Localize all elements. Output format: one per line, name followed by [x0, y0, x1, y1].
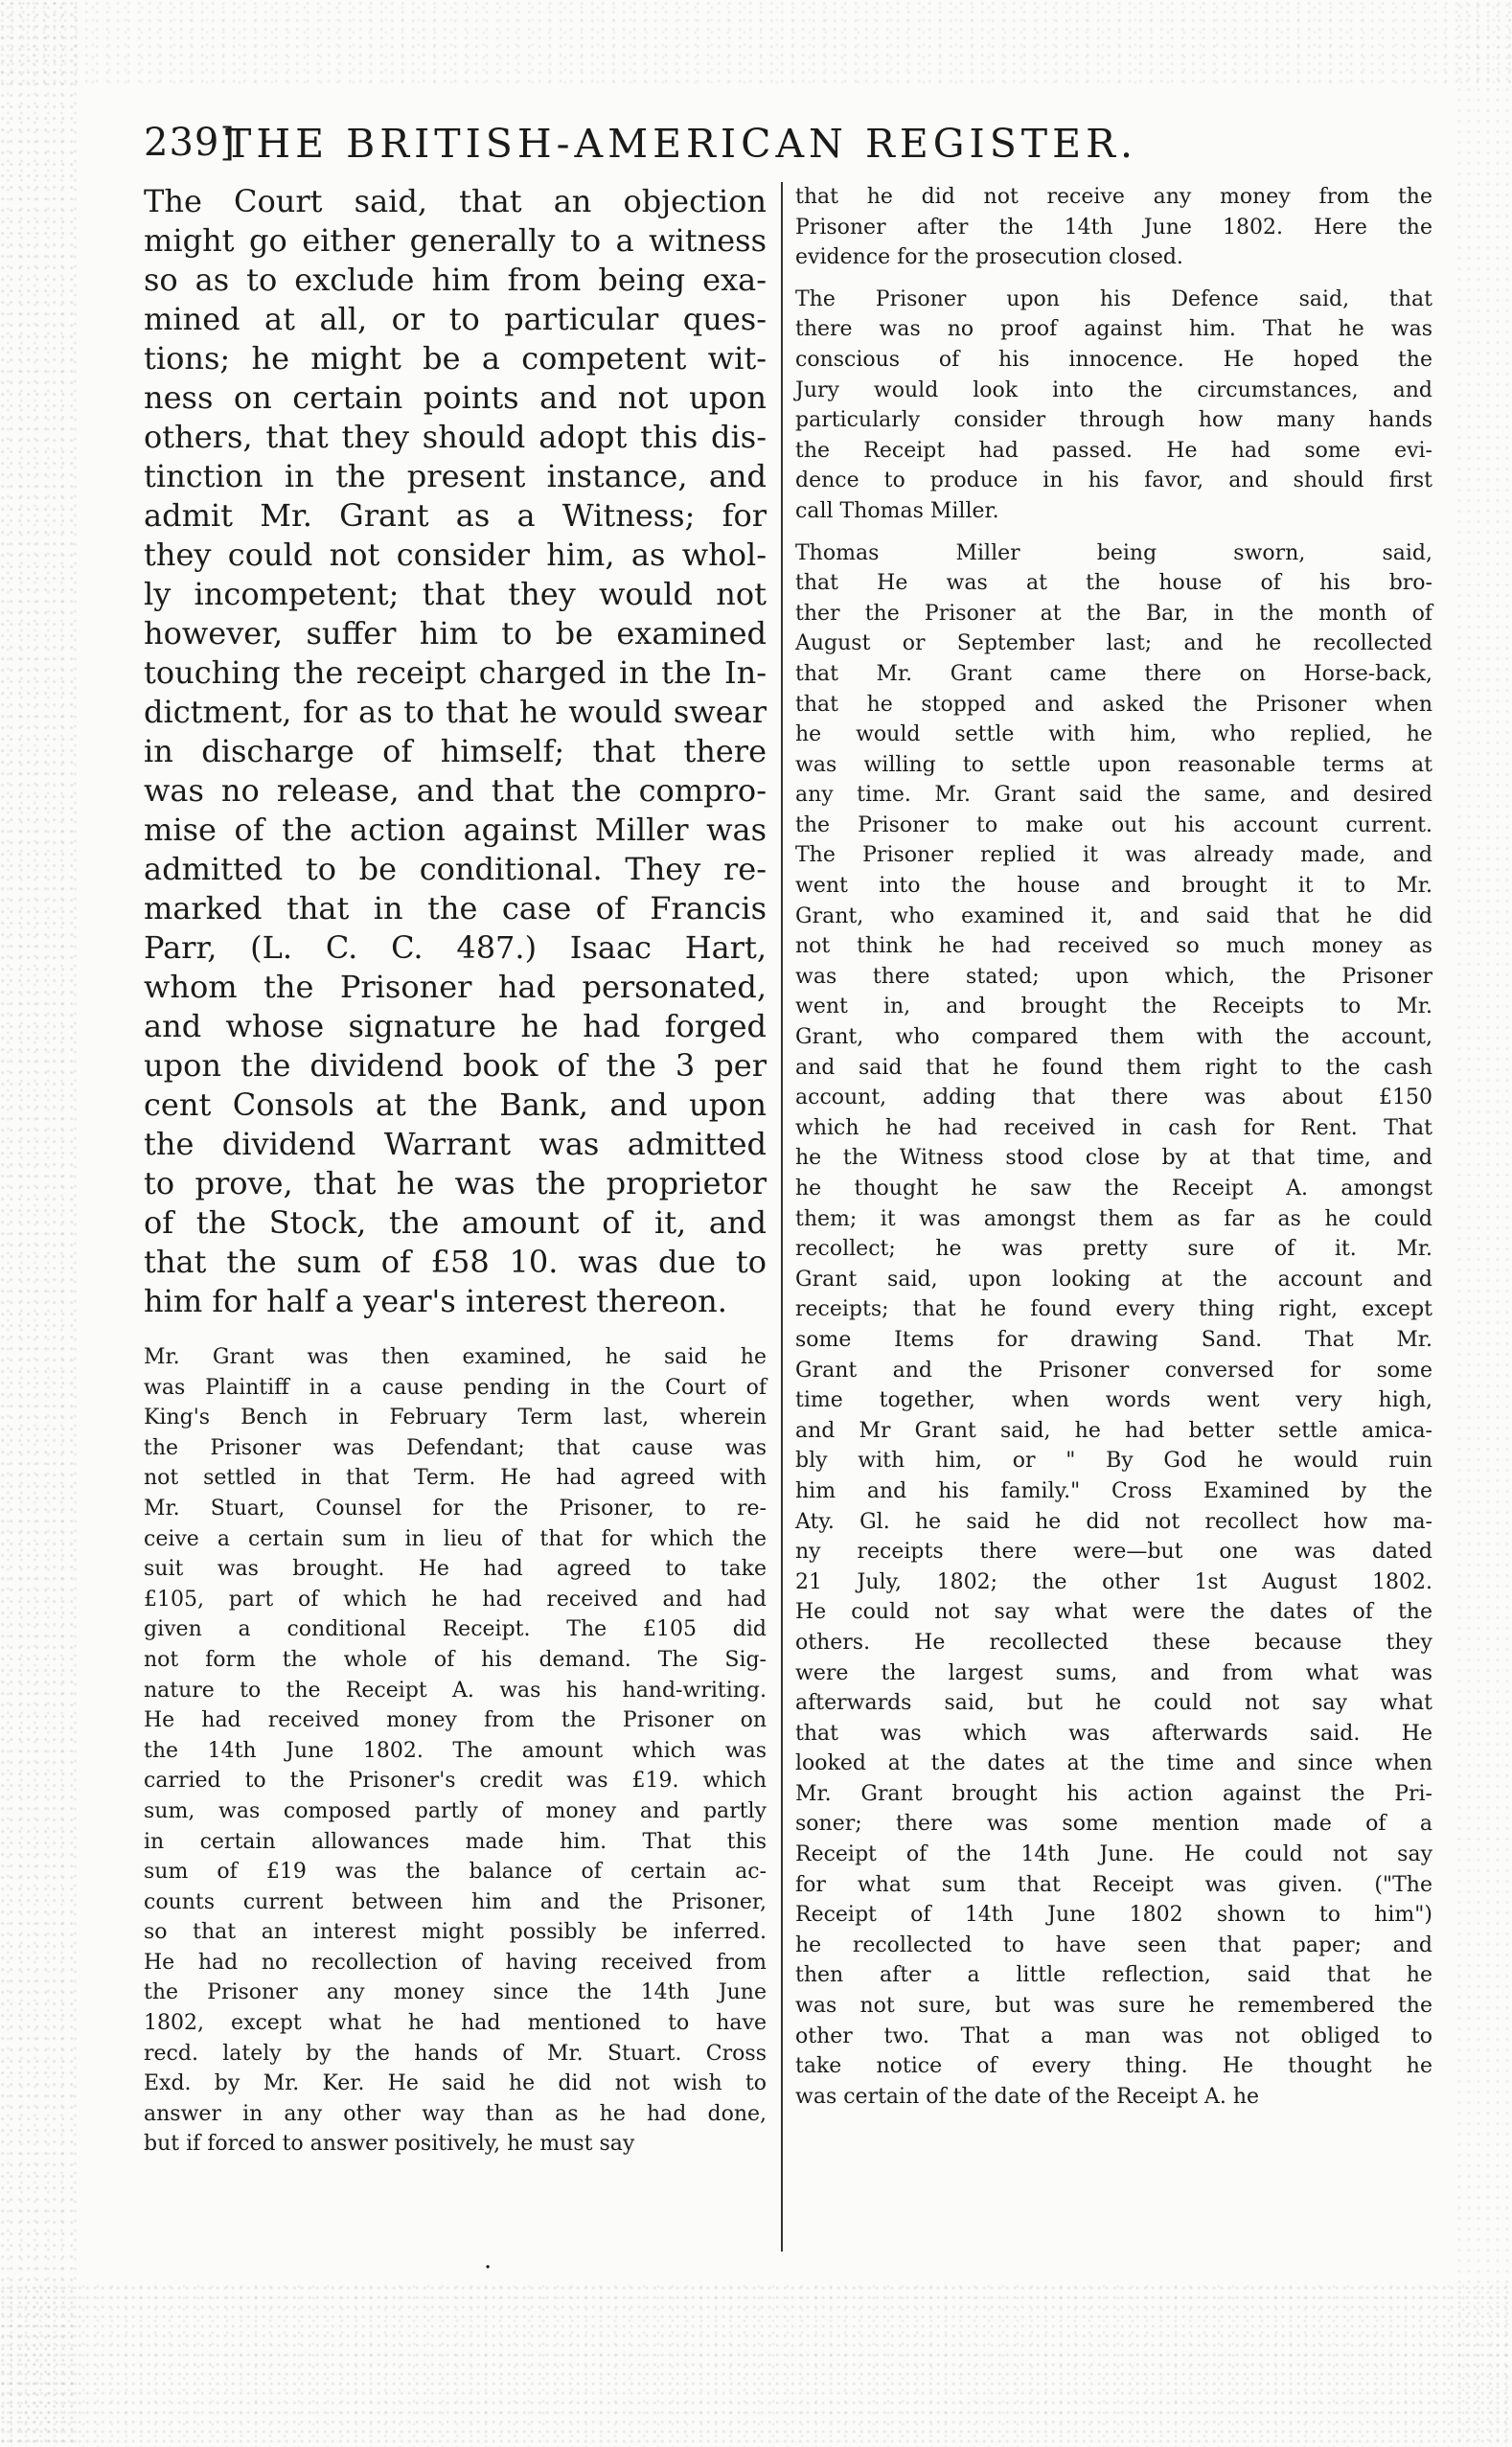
text-line: of the Stock, the amount of it, and: [144, 1204, 767, 1241]
text-line: which he had received in cash for Rent. That: [795, 1115, 1432, 1140]
text-line: upon the dividend book of the 3 per: [144, 1047, 767, 1084]
text-line: He had no recollection of having received from: [144, 1950, 767, 1975]
text-line: they could not consider him, as whol-: [144, 537, 767, 573]
page-edge-speckle-right: [1455, 0, 1512, 2447]
text-line: then after a little reflection, said that he: [795, 1963, 1432, 1988]
right-column: [795, 182, 1432, 2112]
text-line: that he did not receive any money from the: [795, 185, 1432, 209]
text-line: evidence for the prosecution closed.: [795, 245, 1183, 270]
text-line: recd. lately by the hands of Mr. Stuart. Cross: [144, 2041, 767, 2066]
text-line: he the Witness stood close by at that time, and: [795, 1146, 1432, 1171]
text-line: counts current between him and the Prisoner,: [144, 1889, 767, 1914]
text-line: Exd. by Mr. Ker. He said he did not wish to: [144, 2071, 767, 2096]
text-line: some Items for drawing Sand. That Mr.: [795, 1327, 1432, 1352]
text-line: Grant, who compared them with the account,: [795, 1025, 1432, 1050]
page-edge-speckle-bottom: [0, 2284, 1512, 2447]
text-line: ly incompetent; that they would not: [144, 576, 767, 612]
text-line: other two. That a man was not obliged to: [795, 2024, 1432, 2048]
page-edge-speckle-top: [0, 0, 1512, 86]
text-line: looked at the dates at the time and since when: [795, 1751, 1432, 1776]
text-line: account, adding that there was about £150: [795, 1086, 1432, 1110]
text-line: ness on certain points and not upon: [144, 379, 767, 416]
text-line: £105, part of which he had received and had: [144, 1587, 767, 1612]
text-line: might go either generally to a witness: [144, 222, 767, 259]
text-line: sum of £19 was the balance of certain ac-: [144, 1860, 767, 1885]
text-line: was there stated; upon which, the Prisoner: [795, 964, 1432, 989]
text-line: the dividend Warrant was admitted: [144, 1126, 767, 1162]
text-line: mined at all, or to particular ques-: [144, 301, 767, 337]
text-line: ceive a certain sum in lieu of that for which the: [144, 1526, 767, 1551]
text-line: whom the Prisoner had personated,: [144, 969, 767, 1005]
text-line: time together, when words went very high,: [795, 1388, 1432, 1413]
text-line: that Mr. Grant came there on Horse-back,: [795, 661, 1432, 686]
text-line: soner; there was some mention made of a: [795, 1812, 1432, 1837]
text-line: not settled in that Term. He had agreed with: [144, 1466, 767, 1491]
text-line: that the sum of £58 10. was due to: [144, 1244, 767, 1280]
text-line: Receipt of 14th June 1802 shown to him"): [795, 1903, 1432, 1928]
text-line: he would settle with him, who replied, he: [795, 722, 1432, 747]
column-divider: [781, 182, 783, 2252]
text-line: suit was brought. He had agreed to take: [144, 1557, 767, 1582]
court-ruling-paragraph: [144, 182, 767, 1321]
text-line: bly with him, or " By God he would ruin: [795, 1449, 1432, 1474]
text-line: however, suffer him to be examined: [144, 615, 767, 652]
text-line: mise of the action against Miller was: [144, 812, 767, 848]
text-line: there was no proof against him. That he was: [795, 317, 1432, 342]
text-line: and whose signature he had forged: [144, 1008, 767, 1044]
text-line: him and his family." Cross Examined by the: [795, 1478, 1432, 1503]
text-line: conscious of his innocence. He hoped the: [795, 347, 1432, 372]
text-line: the Prisoner any money since the 14th June: [144, 1980, 767, 2005]
text-line: ther the Prisoner at the Bar, in the month of: [795, 601, 1432, 626]
text-line: that He was at the house of his bro-: [795, 571, 1432, 596]
text-line: nature to the Receipt A. was his hand-writing.: [144, 1678, 767, 1703]
text-line: 1802, except what he had mentioned to have: [144, 2011, 767, 2036]
text-line: answer in any other way than as he had done,: [144, 2101, 767, 2126]
text-line: admit Mr. Grant as a Witness; for: [144, 497, 767, 534]
text-line: the Prisoner to make out his account current.: [795, 812, 1432, 837]
text-line: dence to produce in his favor, and should first: [795, 469, 1432, 493]
text-line: the 14th June 1802. The amount which was: [144, 1738, 767, 1763]
text-line: that was which was afterwards said. He: [795, 1721, 1432, 1746]
text-line: take notice of every thing. He thought he: [795, 2054, 1432, 2079]
text-line: for what sum that Receipt was given. ("The: [795, 1872, 1432, 1897]
text-line: went in, and brought the Receipts to Mr.: [795, 995, 1432, 1019]
text-line: so as to exclude him from being exa-: [144, 262, 767, 298]
text-line: Aty. Gl. he said he did not recollect how ma-: [795, 1509, 1432, 1534]
text-line: but if forced to answer positively, he must say: [144, 2132, 635, 2157]
text-line: afterwards said, but he could not say what: [795, 1691, 1432, 1716]
text-line: and Mr Grant said, he had better settle amica-: [795, 1418, 1432, 1443]
text-line: was no release, and that the compro-: [144, 772, 767, 809]
text-line: tinction in the present instance, and: [144, 458, 767, 494]
text-line: tions; he might be a competent wit-: [144, 340, 767, 377]
text-line: Mr. Grant brought his action against the Pri-: [795, 1781, 1432, 1806]
text-line: was not sure, but was sure he remembered the: [795, 1994, 1432, 2019]
text-line: that he stopped and asked the Prisoner when: [795, 692, 1432, 717]
text-line: Mr. Grant was then examined, he said he: [144, 1345, 767, 1369]
prisoner-defence-paragraph: [795, 285, 1432, 527]
text-line: dictment, for as to that he would swear: [144, 694, 767, 730]
footer-mark: ·: [484, 2253, 493, 2282]
text-line: were the largest sums, and from what was: [795, 1660, 1432, 1685]
text-line: Grant said, upon looking at the account and: [795, 1267, 1432, 1292]
text-line: in certain allowances made him. That this: [144, 1829, 767, 1854]
text-line: Grant and the Prisoner conversed for some: [795, 1358, 1432, 1383]
text-line: them; it was amongst them as far as he could: [795, 1206, 1432, 1231]
text-line: The Court said, that an objection: [144, 183, 767, 219]
text-line: in discharge of himself; that there: [144, 733, 767, 769]
left-column: [144, 182, 767, 2160]
text-line: August or September last; and he recollected: [795, 631, 1432, 656]
text-line: carried to the Prisoner's credit was £19. which: [144, 1769, 767, 1794]
page-number: 239]: [144, 121, 236, 165]
text-line: call Thomas Miller.: [795, 498, 999, 523]
page-header: [144, 113, 1303, 180]
text-line: was certain of the date of the Receipt A. he: [795, 2084, 1260, 2109]
text-line: admitted to be conditional. They re-: [144, 851, 767, 887]
page-edge-speckle-left: [0, 0, 77, 2447]
text-line: him for half a year's interest thereon.: [144, 1283, 727, 1319]
text-line: he thought he saw the Receipt A. amongst: [795, 1177, 1432, 1201]
text-line: ny receipts there were—but one was dated: [795, 1540, 1432, 1565]
text-line: King's Bench in February Term last, wherein: [144, 1406, 767, 1430]
text-line: he recollected to have seen that paper; and: [795, 1932, 1432, 1957]
text-line: Receipt of the 14th June. He could not say: [795, 1842, 1432, 1867]
text-line: went into the house and brought it to Mr.: [795, 874, 1432, 899]
text-line: He could not say what were the dates of the: [795, 1600, 1432, 1625]
text-line: receipts; that he found every thing right, except: [795, 1297, 1432, 1322]
text-line: Jury would look into the circumstances, and: [795, 377, 1432, 402]
prosecution-closed-paragraph: [795, 182, 1432, 273]
text-line: was willing to settle upon reasonable terms at: [795, 752, 1432, 777]
text-line: particularly consider through how many hands: [795, 408, 1432, 433]
text-line: marked that in the case of Francis: [144, 890, 767, 926]
text-line: any time. Mr. Grant said the same, and desired: [795, 783, 1432, 808]
text-line: given a conditional Receipt. The £105 did: [144, 1617, 767, 1642]
text-line: The Prisoner replied it was already made, and: [795, 843, 1432, 868]
text-line: not think he had received so much money as: [795, 934, 1432, 959]
text-line: Grant, who examined it, and said that he did: [795, 903, 1432, 928]
text-line: touching the receipt charged in the In-: [144, 654, 767, 691]
text-line: 21 July, 1802; the other 1st August 1802.: [795, 1569, 1432, 1594]
running-title: THE BRITISH-AMERICAN REGISTER.: [225, 121, 1137, 167]
text-line: the Prisoner was Defendant; that cause was: [144, 1435, 767, 1460]
text-line: to prove, that he was the proprietor: [144, 1165, 767, 1201]
text-line: He had received money from the Prisoner on: [144, 1708, 767, 1733]
text-line: Thomas Miller being sworn, said,: [795, 540, 1432, 565]
text-line: cent Consols at the Bank, and upon: [144, 1086, 767, 1123]
text-line: others. He recollected these because they: [795, 1630, 1432, 1655]
text-line: so that an interest might possibly be inferred.: [144, 1920, 767, 1945]
grant-examination-paragraph: [144, 1342, 767, 2160]
text-line: The Prisoner upon his Defence said, that: [795, 286, 1432, 311]
text-line: Mr. Stuart, Counsel for the Prisoner, to re-: [144, 1496, 767, 1521]
text-line: and said that he found them right to the cash: [795, 1055, 1432, 1080]
text-line: Prisoner after the 14th June 1802. Here the: [795, 215, 1432, 240]
text-line: not form the whole of his demand. The Sig-: [144, 1647, 767, 1672]
text-line: the Receipt had passed. He had some evi-: [795, 438, 1432, 463]
text-line: sum, was composed partly of money and partly: [144, 1798, 767, 1823]
text-line: Parr, (L. C. C. 487.) Isaac Hart,: [144, 929, 767, 966]
text-line: others, that they should adopt this dis-: [144, 419, 767, 455]
text-line: was Plaintiff in a cause pending in the Court of: [144, 1375, 767, 1400]
text-line: recollect; he was pretty sure of it. Mr.: [795, 1237, 1432, 1262]
thomas-miller-testimony-paragraph: [795, 538, 1432, 2113]
